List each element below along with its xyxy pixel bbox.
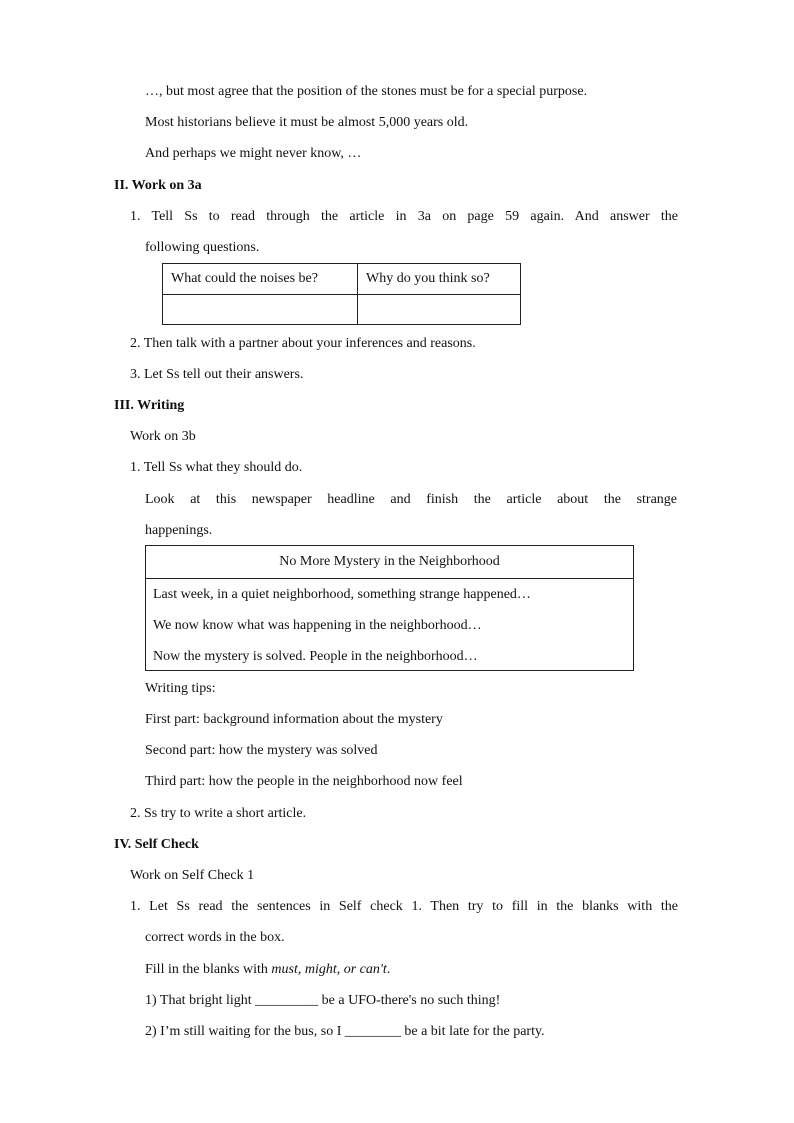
- intro-line-2: Most historians believe it must be almost 5,000 years old.: [145, 115, 469, 130]
- table-cell-empty: [358, 295, 521, 325]
- s3-item1: 1. Tell Ss what they should do.: [130, 460, 303, 475]
- writing-tips-title: Writing tips:: [145, 681, 216, 696]
- table-cell-empty: [163, 295, 358, 325]
- writing-tip-3: Third part: how the people in the neighborhood now feel: [145, 774, 463, 789]
- question-1: 1) That bright light _________ be a UFO-there's no such thing!: [145, 993, 501, 1008]
- headline-row-3: Now the mystery is solved. People in the neighborhood…: [153, 648, 478, 664]
- s3-sub: Work on 3b: [130, 429, 196, 444]
- fill-prefix: Fill in the blanks with: [145, 962, 268, 977]
- s2-item1-line-a: 1. Tell Ss to read through the article in 3a on page 59 again. And answer the: [130, 209, 678, 224]
- s3-instr-line-b: happenings.: [145, 523, 213, 538]
- s4-item1-line-a: 1. Let Ss read the sentences in Self check 1. Then try to fill in the blanks with the: [130, 899, 678, 914]
- s2-item1-line-b: following questions.: [145, 240, 260, 255]
- section-3-heading: III. Writing: [114, 398, 185, 413]
- intro-line-1: …, but most agree that the position of the stones must be for a special purpose.: [145, 84, 588, 99]
- s2-item3: 3. Let Ss tell out their answers.: [130, 367, 304, 382]
- table-header-why: Why do you think so?: [358, 264, 521, 295]
- section-4-heading: IV. Self Check: [114, 837, 199, 852]
- fill-instruction: [145, 960, 390, 980]
- inference-table: [162, 263, 521, 325]
- headline-row-2: We now know what was happening in the neighborhood…: [153, 617, 482, 633]
- headline-row-1: Last week, in a quiet neighborhood, something strange happened…: [153, 586, 531, 602]
- fill-suffix: .: [386, 962, 391, 977]
- s3-item2: 2. Ss try to write a short article.: [130, 806, 307, 821]
- table-header-noises: What could the noises be?: [163, 264, 358, 295]
- s4-item1-line-b: correct words in the box.: [145, 930, 285, 945]
- s3-instr-line-a: Look at this newspaper headline and finish the article about the strange: [145, 492, 677, 507]
- headline-box: [145, 545, 634, 671]
- intro-line-3: And perhaps we might never know, …: [145, 146, 362, 161]
- fill-words: must, might, or can't: [271, 962, 387, 977]
- writing-tip-2: Second part: how the mystery was solved: [145, 743, 378, 758]
- section-2-heading: II. Work on 3a: [114, 178, 202, 193]
- s2-item2: 2. Then talk with a partner about your inferences and reasons.: [130, 336, 476, 351]
- question-2: 2) I’m still waiting for the bus, so I ________ be a bit late for the party.: [145, 1024, 545, 1039]
- s4-sub: Work on Self Check 1: [130, 868, 255, 883]
- headline-title: No More Mystery in the Neighborhood: [146, 546, 633, 579]
- writing-tip-1: First part: background information about the mystery: [145, 712, 443, 727]
